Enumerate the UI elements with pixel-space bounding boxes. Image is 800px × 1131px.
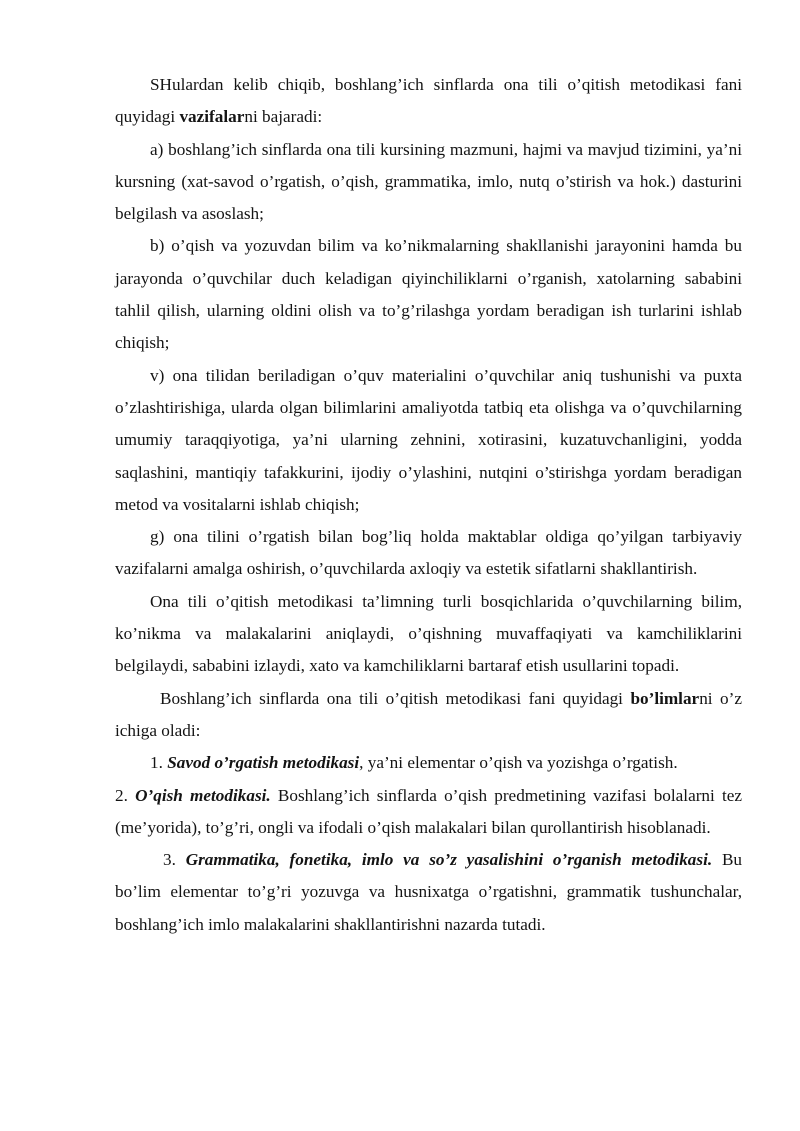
paragraph-text: ni bajaradi: bbox=[244, 107, 323, 127]
paragraph-sections-intro bbox=[115, 683, 742, 748]
bold-term-bolimlar: bo’limlar bbox=[630, 688, 700, 708]
paragraph-text: SHulardan kelib chiqib, boshlang’ich sinflarda ona tili o’qitish metodikasi fani quyidagi bbox=[115, 75, 742, 127]
section-text: Bu bo’lim elementar to’g’ri yozuvga va husnixatga o’rgatishni, grammatik tushunchalar, boshlang’ich imlo malakalarini shakllantirishni nazarda tutadi. bbox=[115, 850, 743, 934]
section-number: 1. bbox=[150, 753, 168, 773]
section-item-1 bbox=[115, 747, 742, 779]
section-item-2 bbox=[115, 780, 742, 845]
section-text: , ya’ni elementar o’qish va yozishga o’rgatish. bbox=[359, 753, 678, 773]
section-number: 3. bbox=[163, 850, 186, 870]
list-item-v: v) ona tilidan beriladigan o’quv materialini o’quvchilar aniq tushunishi va puxta o’zlashtirishiga, ularda olgan bilimlarini amaliyotda tatbiq eta olishga va o’quvchilarning umumiy taraqqiyotiga, ya’ni ularning zehnini, xotirasini, kuzatuvchanligini, yodda saqlashini, mantiqiy tafakkurini, ijodiy o’ylashini, nutqini o’stirishga yordam beradigan metod va vositalarni ishlab chiqish; bbox=[115, 365, 742, 514]
list-item-a: a) boshlang’ich sinflarda ona tili kursining mazmuni, hajmi va mavjud tizimini, ya’ni kursning (xat-savod o’rgatish, o’qish, grammatika, imlo, nutq o’stirish va hok.) dasturini belgilash va asoslash; bbox=[115, 139, 742, 224]
list-item-b: b) o’qish va yozuvdan bilim va ko’nikmalarning shakllanishi jarayonini hamda bu jarayonda o’quvchilar duch keladigan qiyinchiliklarni o’rganish, xatolarning sababini tahlil qilish, ularning oldini olish va to’g’rilashga yordam beradigan ish turlarini ishlab chiqish; bbox=[115, 236, 742, 353]
paragraph-intro bbox=[115, 69, 742, 134]
bold-term-vazifalar: vazifalar bbox=[179, 107, 245, 127]
paragraph-methodology: Ona tili o’qitish metodikasi ta’limning turli bosqichlarida o’quvchilarning bilim, ko’nikma va malakalarini aniqlaydi, o’qishning muvaffaqiyati va kamchiliklarini belgilaydi, sababini izlaydi, xato va kamchiliklarni bartaraf etish usullarini topadi. bbox=[115, 591, 742, 676]
paragraph-text: Boshlang’ich sinflarda ona tili o’qitish metodikasi fani quyidagi bbox=[160, 688, 631, 708]
section-title: O’qish metodikasi. bbox=[135, 785, 271, 805]
section-title: Grammatika, fonetika, imlo va so’z yasalishini o’rganish metodikasi. bbox=[185, 850, 713, 870]
list-item-g: g) ona tilini o’rgatish bilan bog’liq holda maktablar oldiga qo’yilgan tarbiyaviy vazifalarni amalga oshirish, o’quvchilarda axloqiy va estetik sifatlarni shakllantirish. bbox=[115, 527, 742, 579]
section-text: Boshlang’ich sinflarda o’qish predmetining vazifasi bolalarni tez (me’yorida), to’g’ri, ongli va ifodali o’qish malakalari bilan qurollantirish hisoblanadi. bbox=[115, 785, 743, 837]
section-item-3 bbox=[115, 844, 742, 941]
section-number: 2. bbox=[115, 785, 136, 805]
section-title: Savod o’rgatish metodikasi bbox=[167, 753, 360, 773]
document-body bbox=[115, 69, 742, 941]
paragraph-text: ni o’z ichiga oladi: bbox=[115, 688, 742, 740]
